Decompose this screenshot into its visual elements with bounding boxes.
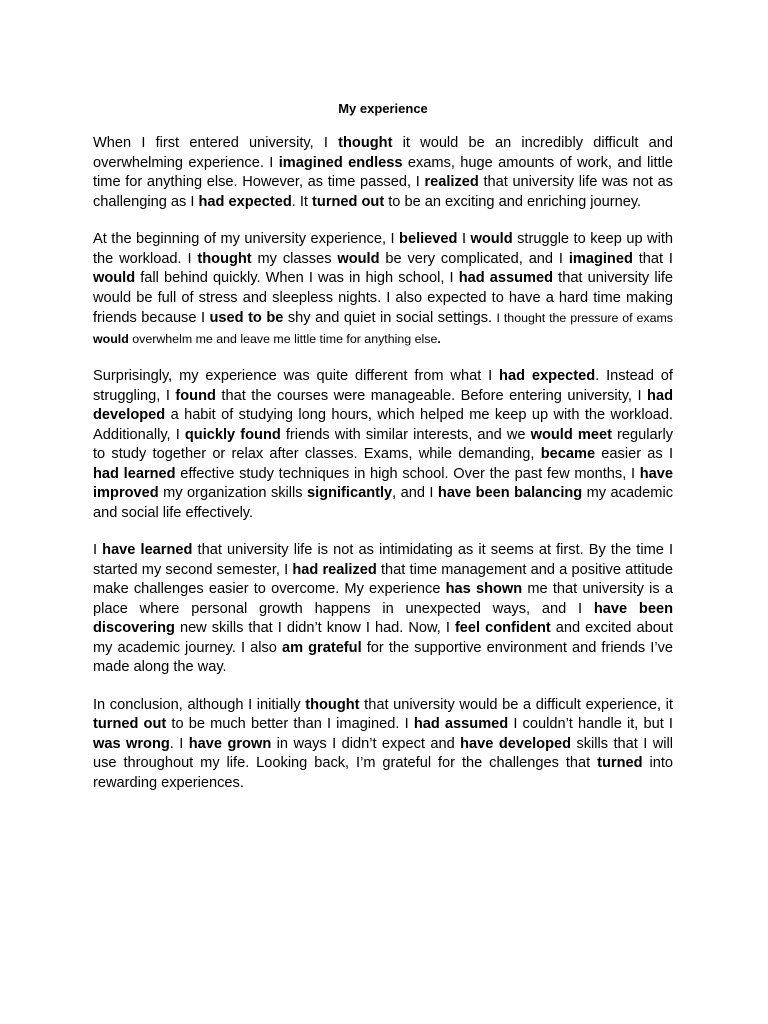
emphasized-verb: has shown [445,581,523,597]
emphasized-verb: feel confident [454,620,551,636]
emphasized-verb: believed [399,231,458,247]
text-segment: friends with similar interests, and we [280,426,531,443]
emphasized-verb: have learned [102,542,193,558]
text-segment: overwhelm me and leave me little time for anything else [128,331,438,346]
document-page [93,100,673,811]
document-title: My experience [338,101,428,116]
text-segment: my academic and social life effectively. [93,485,673,521]
paragraph-3 [93,367,673,523]
text-segment: me that university is a place where personal growth happens in unexpected ways, and I [93,581,674,617]
text-segment: I [93,542,103,558]
text-segment: that university life would be full of stress and sleepless nights. I also expected to have a hard time making friends because I [93,270,673,326]
emphasized-verb: realized [424,174,479,190]
emphasized-verb: had expected [198,193,292,210]
emphasized-verb: thought [197,250,252,267]
emphasized-verb: would meet [530,426,612,443]
emphasized-verb: had developed [93,387,673,423]
emphasized-verb: would [93,331,129,346]
emphasized-verb: turned out [312,193,385,210]
emphasized-verb: imagined endless [278,154,403,171]
text-segment: shy and quiet in social settings. [283,310,497,326]
emphasized-verb: had realized [292,561,377,578]
emphasized-verb: found [175,387,216,404]
paragraph-1 [93,134,673,212]
emphasized-verb: would [93,270,136,286]
text-segment: my organization skills [158,485,307,501]
emphasized-verb: have developed [460,735,572,752]
text-segment: that university life was not as challenging as I [93,174,673,210]
text-segment: . I [169,735,189,752]
emphasized-verb: had learned [93,465,176,482]
text-segment: easier as I [595,446,673,462]
document-body [93,134,673,793]
text-segment: When I first entered university, I [93,135,339,151]
emphasized-verb: quickly found [184,426,281,443]
text-segment: for the supportive environment and friends I’ve made along the way. [93,639,673,675]
paragraph-4 [93,541,673,678]
emphasized-verb: became [540,446,596,462]
text-segment: and excited about my academic journey. I also [93,620,673,656]
text-segment: struggle to keep up with the workload. I [93,231,673,267]
emphasized-verb: have grown [188,735,272,752]
text-segment: that university would be a difficult experience, it [359,696,673,713]
text-segment: exams, huge amounts of work, and little time for anything else. However, as time passed, I [93,154,674,190]
text-segment: a habit of studying long hours, which helped me keep up with the workload. Additionally, I [93,407,673,443]
text-segment: it would be an incredibly difficult and overwhelming experience. I [93,135,673,171]
emphasized-verb: imagined [568,250,633,267]
paragraph-2 [93,230,673,349]
text-segment: to be much better than I imagined. I [166,716,414,732]
text-segment: effective study techniques in high school. Over the past few months, I [175,465,640,482]
text-segment: I [457,231,471,247]
text-segment: new skills that I didn’t know I had. Now, I [174,620,455,636]
emphasized-verb: have been balancing [437,485,583,501]
emphasized-verb: have been discovering [93,600,673,636]
emphasized-verb: turned [597,755,643,771]
text-segment: In conclusion, although I initially [93,696,306,713]
text-segment: that time management and a positive attitude make challenges easier to overcome. My experience [93,561,673,597]
text-segment: I thought the pressure of exams [496,311,673,325]
emphasized-verb: had expected [499,368,596,384]
text-segment: into rewarding experiences. [93,755,674,791]
emphasized-verb: would [337,250,380,267]
text-segment: that the courses were manageable. Before entering university, I [215,387,648,404]
text-segment: At the beginning of my university experience, I [93,231,400,247]
text-segment: my classes [251,250,338,267]
text-segment: , and I [392,485,438,501]
text-segment: Surprisingly, my experience was quite different from what I [93,368,500,384]
text-segment: that I [632,250,673,267]
emphasized-verb: thought [305,696,360,713]
text-segment: fall behind quickly. When I was in high school, I [135,270,459,286]
emphasized-verb: was wrong [93,735,170,752]
emphasized-verb: significantly [307,485,393,501]
text-segment: in ways I didn’t expect and [271,735,461,752]
emphasized-verb: had assumed [413,716,509,732]
text-segment: that university life is not as intimidating as it seems at first. By the time I started my second semester, I [93,542,674,578]
paragraph-5 [93,696,673,794]
text-segment: skills that I will use throughout my life. Looking back, I’m grateful for the challenges that [93,735,674,771]
emphasized-verb: used to be [209,310,284,326]
emphasized-verb: turned out [93,716,167,732]
text-segment: . Instead of struggling, I [93,368,673,404]
emphasized-verb: would [470,231,513,247]
text-segment: regularly to study together or relax after classes. Exams, while demanding, [93,426,674,462]
text-segment: to be an exciting and enriching journey. [384,193,642,210]
emphasized-verb: have improved [93,465,673,501]
text-segment: be very complicated, and I [379,250,569,267]
emphasized-verb: . [437,331,441,346]
text-segment: I couldn’t handle it, but I [508,716,673,732]
text-segment: . It [291,193,313,210]
emphasized-verb: am grateful [281,639,362,656]
emphasized-verb: had assumed [458,270,554,286]
emphasized-verb: thought [338,135,393,151]
